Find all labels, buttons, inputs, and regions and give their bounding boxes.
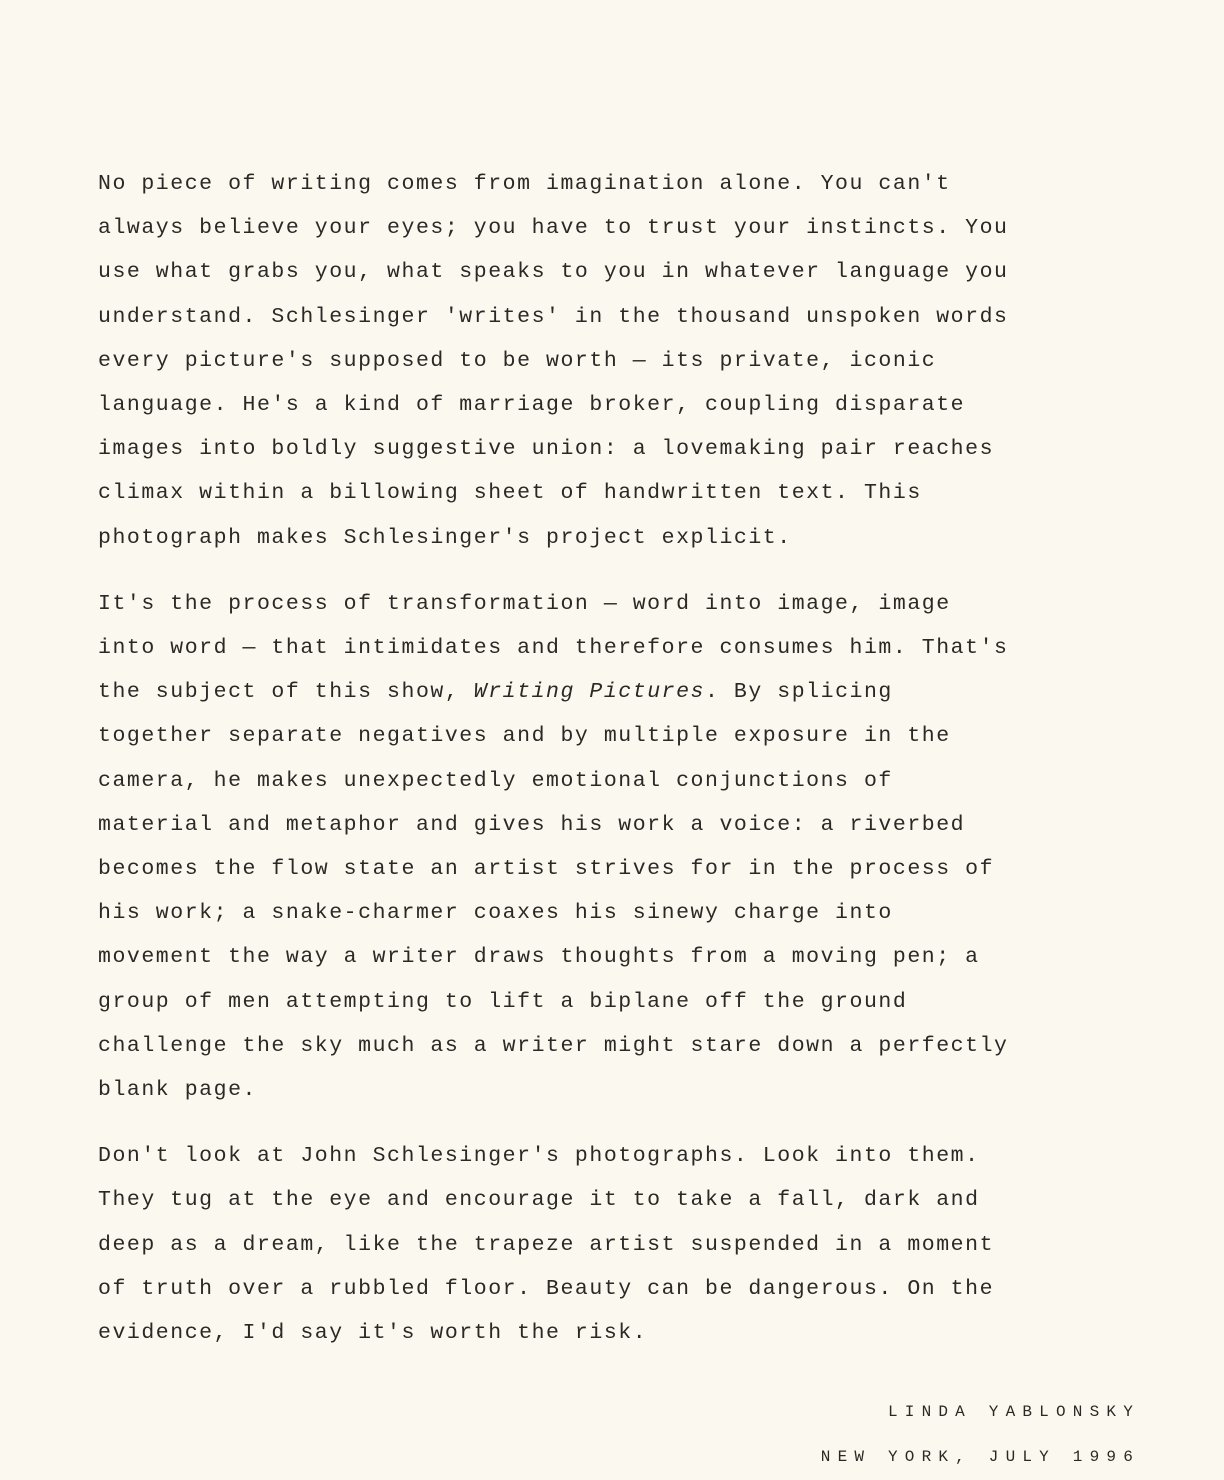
text-line: understand. Schlesinger 'writes' in the thousand unspoken words bbox=[98, 304, 1009, 329]
text-line: language. He's a kind of marriage broker, coupling disparate bbox=[98, 393, 966, 418]
text-line: becomes the flow state an artist strives for in the process of bbox=[98, 857, 995, 882]
text-line: deep as a dream, like the trapeze artist suspended in a moment bbox=[98, 1232, 995, 1257]
text-line: No piece of writing comes from imagination alone. You can't bbox=[98, 172, 951, 196]
text-line: group of men attempting to lift a biplane off the ground bbox=[98, 989, 908, 1014]
essay-body bbox=[98, 162, 1143, 1355]
text-line: camera, he makes unexpectedly emotional conjunctions of bbox=[98, 768, 893, 793]
text-line: use what grabs you, what speaks to you in whatever language you bbox=[98, 260, 1009, 285]
text-line: photograph makes Schlesinger's project explicit. bbox=[98, 525, 792, 550]
text-line: challenge the sky much as a writer might stare down a perfectly bbox=[98, 1033, 1009, 1058]
text-line: every picture's supposed to be worth — its private, iconic bbox=[98, 348, 937, 373]
paragraph-1 bbox=[98, 162, 1143, 560]
author-signature: LINDA YABLONSKY bbox=[887, 1403, 1140, 1421]
exhibition-title: Writing Pictures bbox=[473, 680, 705, 705]
text-line: evidence, I'd say it's worth the risk. bbox=[98, 1321, 648, 1346]
text-line: blank page. bbox=[98, 1078, 257, 1103]
text-line: climax within a billowing sheet of handwritten text. This bbox=[98, 481, 922, 506]
text-line-with-title bbox=[98, 670, 1143, 714]
text-line: material and metaphor and gives his work a voice: a riverbed bbox=[98, 812, 966, 837]
paragraph-3 bbox=[98, 1134, 1143, 1355]
place-date: NEW YORK, JULY 1996 bbox=[820, 1448, 1140, 1466]
text-line: They tug at the eye and encourage it to take a fall, dark and bbox=[98, 1188, 980, 1213]
text-line: his work; a snake-charmer coaxes his sinewy charge into bbox=[98, 901, 893, 926]
text-line: together separate negatives and by multiple exposure in the bbox=[98, 724, 951, 749]
text-line: Don't look at John Schlesinger's photographs. Look into them. bbox=[98, 1144, 980, 1169]
text-segment: . By splicing bbox=[705, 680, 893, 705]
paragraph-2 bbox=[98, 582, 1143, 1112]
text-segment: the subject of this show, bbox=[98, 680, 474, 705]
text-line: It's the process of transformation — word into image, image bbox=[98, 591, 951, 616]
text-line: into word — that intimidates and therefore consumes him. That's bbox=[98, 636, 1009, 661]
text-line: movement the way a writer draws thoughts from a moving pen; a bbox=[98, 945, 980, 970]
text-line: images into boldly suggestive union: a lovemaking pair reaches bbox=[98, 437, 995, 462]
text-line: of truth over a rubbled floor. Beauty can be dangerous. On the bbox=[98, 1276, 995, 1301]
text-line: always believe your eyes; you have to trust your instincts. You bbox=[98, 216, 1009, 241]
